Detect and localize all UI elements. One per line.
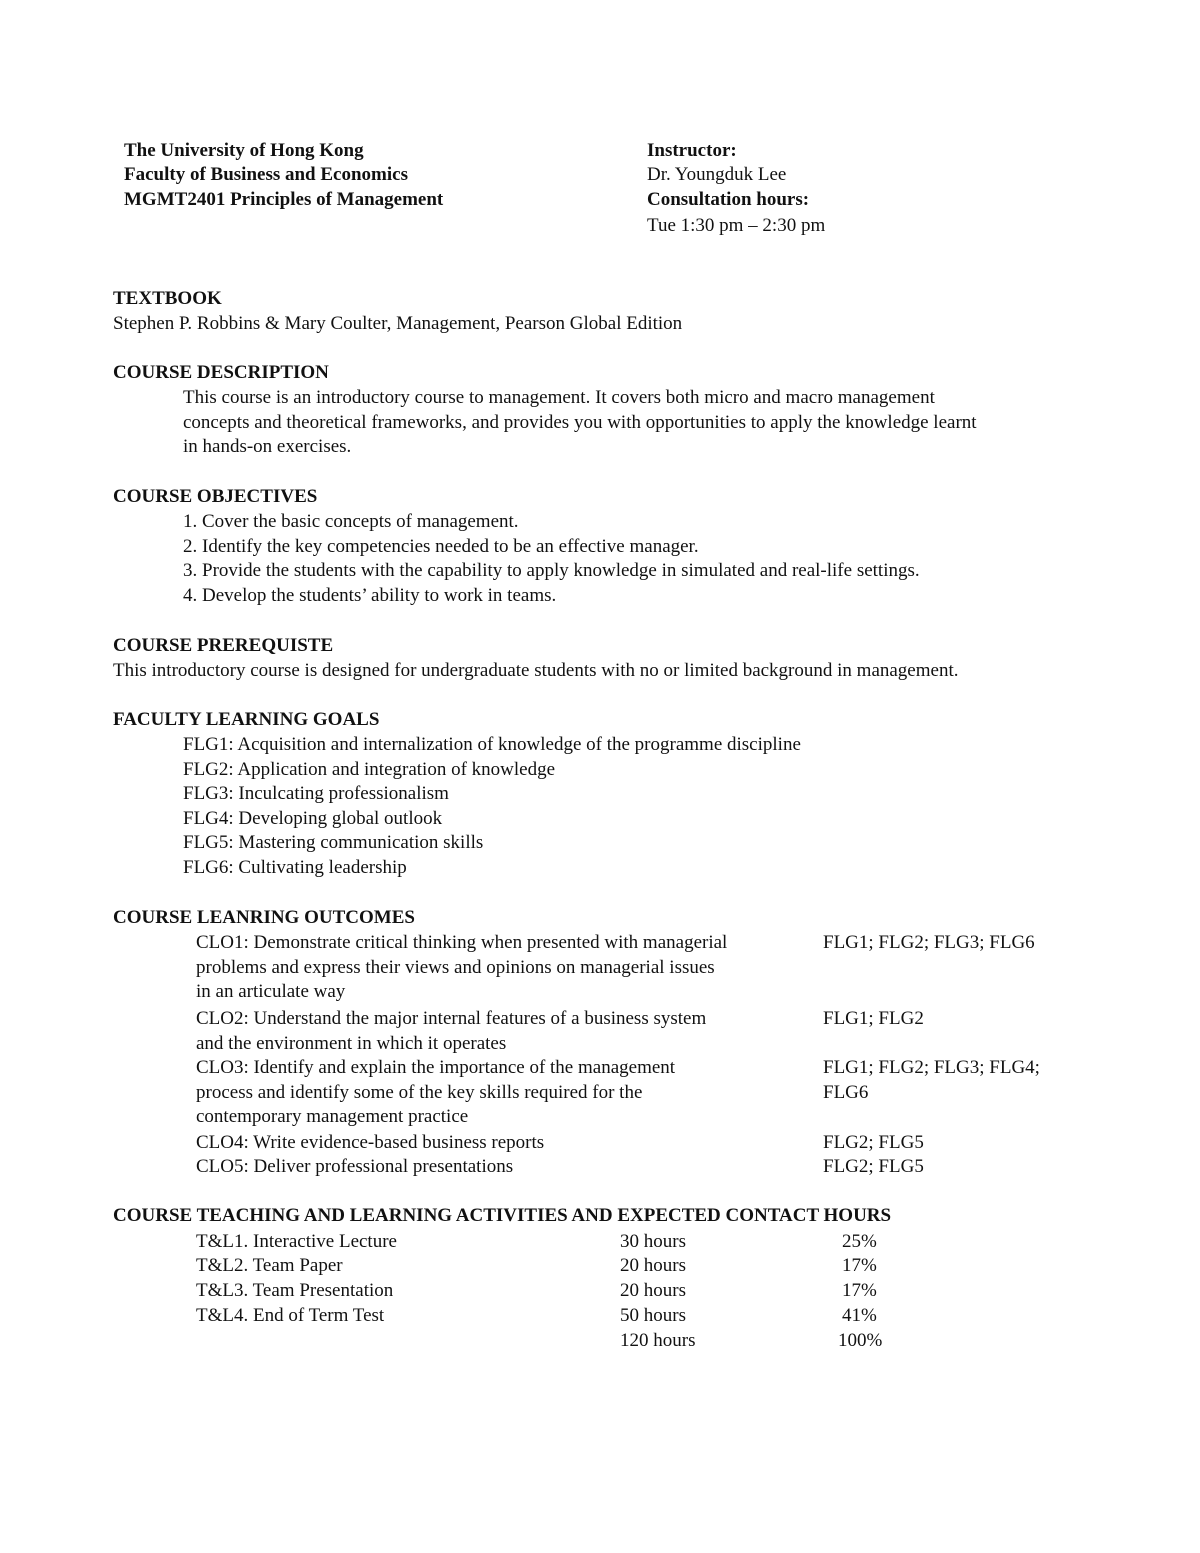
objective-item: 4. Develop the students’ ability to work in teams. xyxy=(183,584,557,606)
objective-item: 1. Cover the basic concepts of management. xyxy=(183,511,519,532)
description-line: in hands-on exercises. xyxy=(183,436,352,458)
tl-percent: 25% xyxy=(842,1231,877,1252)
tl-percent: 17% xyxy=(842,1255,877,1276)
flg-heading: FACULTY LEARNING GOALS xyxy=(113,709,380,730)
clo-flg-line: FLG2; FLG5 xyxy=(823,1132,924,1153)
objective-item: 3. Provide the students with the capability to apply knowledge in simulated and real-life settings. xyxy=(183,560,920,582)
clo-flg-line: FLG1; FLG2; FLG3; FLG6 xyxy=(823,932,1035,953)
objective-item: 2. Identify the key competencies needed to be an effective manager. xyxy=(183,535,699,557)
tl-heading: COURSE TEACHING AND LEARNING ACTIVITIES AND EXPECTED CONTACT HOURS xyxy=(113,1205,892,1226)
prerequisite-text: This introductory course is designed for undergraduate students with no or limited background in management. xyxy=(113,660,959,681)
clo-heading: COURSE LEANRING OUTCOMES xyxy=(113,907,415,928)
flg-list xyxy=(183,733,801,881)
tl-hours: 30 hours xyxy=(620,1231,686,1252)
objectives-heading: COURSE OBJECTIVES xyxy=(113,486,318,507)
faculty-name: Faculty of Business and Economics xyxy=(124,164,408,185)
description-heading: COURSE DESCRIPTION xyxy=(113,362,329,383)
description-line: concepts and theoretical frameworks, and provides you with opportunities to apply the knowledge learnt xyxy=(183,411,977,433)
clo-flg-line: FLG2; FLG5 xyxy=(823,1156,924,1177)
tl-hours: 20 hours xyxy=(620,1280,686,1301)
tl-hours: 20 hours xyxy=(620,1255,686,1276)
clo-line: contemporary management practice xyxy=(196,1106,469,1128)
tl-activity: T&L4. End of Term Test xyxy=(196,1305,385,1326)
clo-line: CLO2: Understand the major internal features of a business system xyxy=(196,1008,707,1029)
clo-flg-mapping xyxy=(823,1056,1093,1105)
clo-flg-mapping xyxy=(823,931,1093,956)
clo-flg-mapping xyxy=(823,1007,1093,1032)
clo-flg-line: FLG1; FLG2; FLG3; FLG4; xyxy=(823,1057,1040,1078)
textbook-text: Stephen P. Robbins & Mary Coulter, Management, Pearson Global Edition xyxy=(113,313,683,334)
objectives-list xyxy=(183,510,920,608)
instructor-name: Dr. Youngduk Lee xyxy=(647,164,787,185)
tl-activity: T&L1. Interactive Lecture xyxy=(196,1231,397,1252)
flg-item: FLG3: Inculcating professionalism xyxy=(183,783,449,805)
tl-percent: 41% xyxy=(842,1305,877,1326)
university-name: The University of Hong Kong xyxy=(124,140,364,161)
flg-item: FLG5: Mastering communication skills xyxy=(183,832,484,854)
tl-total-hours: 120 hours xyxy=(620,1330,696,1351)
tl-hours: 50 hours xyxy=(620,1305,686,1326)
clo-line: CLO1: Demonstrate critical thinking when presented with managerial xyxy=(196,932,728,953)
tl-activity: T&L2. Team Paper xyxy=(196,1255,343,1276)
clo-description xyxy=(196,1056,816,1130)
clo-line: problems and express their views and opinions on managerial issues xyxy=(196,956,715,978)
clo-description xyxy=(196,1155,816,1180)
consultation-label: Consultation hours: xyxy=(647,189,810,210)
prerequisite-heading: COURSE PREREQUISTE xyxy=(113,635,334,656)
clo-flg-mapping xyxy=(823,1155,1093,1180)
tl-percent: 17% xyxy=(842,1280,877,1301)
instructor-label: Instructor: xyxy=(647,140,737,161)
clo-line: CLO4: Write evidence-based business reports xyxy=(196,1132,545,1153)
clo-flg-mapping xyxy=(823,1131,1093,1156)
flg-item: FLG2: Application and integration of knowledge xyxy=(183,758,556,780)
flg-item: FLG4: Developing global outlook xyxy=(183,807,443,829)
tl-activity: T&L3. Team Presentation xyxy=(196,1280,394,1301)
clo-line: in an articulate way xyxy=(196,981,346,1003)
clo-line: CLO5: Deliver professional presentations xyxy=(196,1156,514,1177)
clo-line: and the environment in which it operates xyxy=(196,1032,507,1054)
tl-total-percent: 100% xyxy=(838,1330,883,1351)
clo-description xyxy=(196,931,816,1005)
flg-item: FLG6: Cultivating leadership xyxy=(183,856,407,878)
clo-line: CLO3: Identify and explain the importance of the management xyxy=(196,1057,676,1078)
description-body xyxy=(183,386,977,460)
clo-line: process and identify some of the key skills required for the xyxy=(196,1081,643,1103)
course-title: MGMT2401 Principles of Management xyxy=(124,189,444,210)
consultation-time: Tue 1:30 pm – 2:30 pm xyxy=(647,215,826,236)
flg-item: FLG1: Acquisition and internalization of knowledge of the programme discipline xyxy=(183,734,801,755)
clo-description xyxy=(196,1131,816,1156)
textbook-heading: TEXTBOOK xyxy=(113,288,222,309)
description-line: This course is an introductory course to management. It covers both micro and macro management xyxy=(183,387,935,408)
clo-description xyxy=(196,1007,816,1056)
clo-flg-line: FLG1; FLG2 xyxy=(823,1008,924,1029)
clo-flg-line: FLG6 xyxy=(823,1081,869,1103)
